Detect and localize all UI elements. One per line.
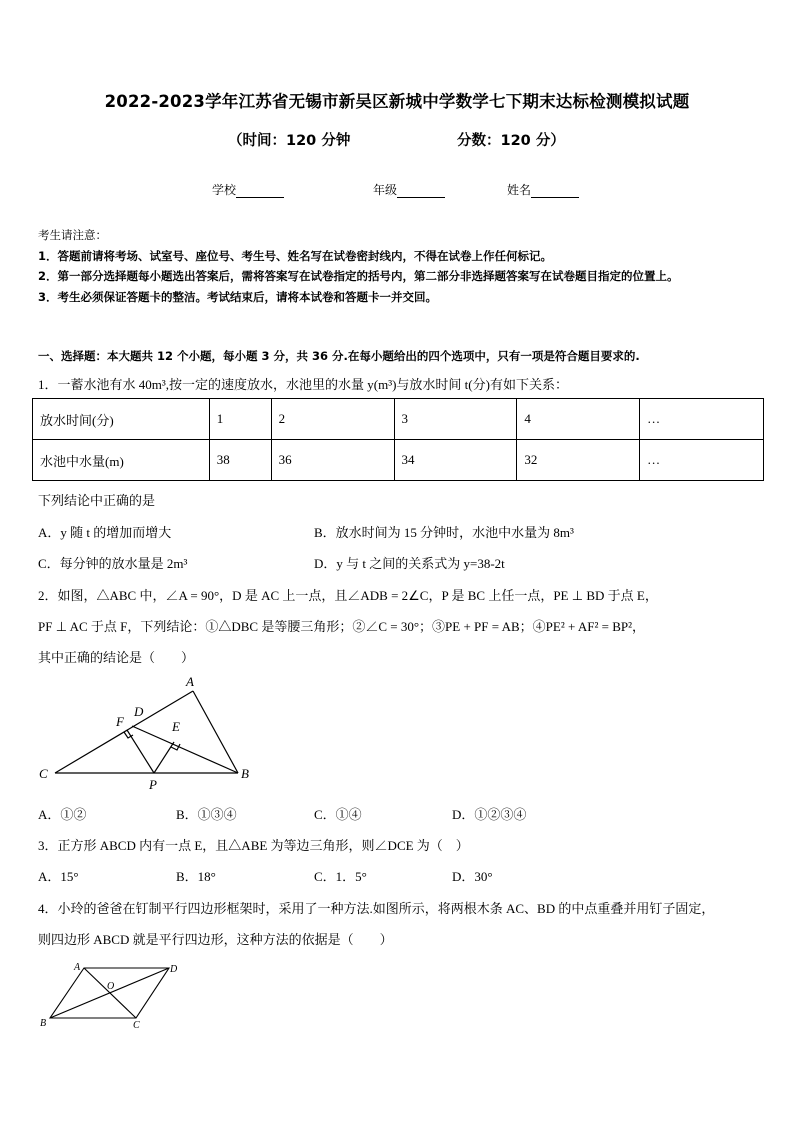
table-cell: 38 xyxy=(209,440,271,481)
school-field xyxy=(212,181,284,198)
grade-field xyxy=(373,181,445,198)
table-cell: 34 xyxy=(394,440,517,481)
q2-line3: 其中正确的结论是（ ） xyxy=(38,650,195,665)
q1-option-d: D．y 与 t 之间的关系式为 y=38-2t xyxy=(314,556,505,571)
label-b: B xyxy=(241,766,249,781)
q1-option-b: B．放水时间为 15 分钟时，水池中水量为 8m³ xyxy=(314,525,574,540)
table-cell: 水池中水量(m) xyxy=(33,440,210,481)
q3-option-d: D．30° xyxy=(452,869,493,884)
label-p: P xyxy=(149,777,157,792)
label-a: A xyxy=(186,674,194,689)
name-field xyxy=(507,181,579,198)
side-ab xyxy=(193,691,238,773)
grade-label: 年级 xyxy=(373,183,398,197)
segment-db xyxy=(132,726,238,773)
note-item: 2．第一部分选择题每小题选出答案后，需将答案写在试卷指定的括号内，第二部分非选择题答案写在试卷题目指定的位置上。 xyxy=(38,269,679,283)
table-cell: 放水时间(分) xyxy=(33,399,210,440)
section-heading: 一、选择题：本大题共 12 个小题，每小题 3 分，共 36 分.在每小题给出的四个选项中，只有一项是符合题目要求的. xyxy=(38,349,640,363)
label-b: B xyxy=(40,1018,47,1029)
note-item: 1．答题前请将考场、试室号、座位号、考生号、姓名写在试卷密封线内，不得在试卷上作任何标记。 xyxy=(38,248,552,263)
table-cell: 2 xyxy=(271,399,394,440)
q2-line1: 2．如图，△ABC 中，∠A = 90°，D 是 AC 上一点，且∠ADB = 2∠C，P 是 BC 上任一点，PE ⊥ BD 于点 E， xyxy=(38,588,658,603)
label-a: A xyxy=(74,962,81,973)
name-label: 姓名 xyxy=(507,183,532,197)
q2-option-a: A．①② xyxy=(38,807,87,822)
q2-triangle-figure xyxy=(30,670,270,795)
note-item: 3．考生必须保证答题卡的整洁。考试结束后，请将本试卷和答题卡一并交回。 xyxy=(38,289,437,304)
time-info: （时间：120 分钟 xyxy=(228,133,351,149)
segment-pe xyxy=(154,742,174,773)
name-blank xyxy=(531,185,579,198)
label-d: D xyxy=(134,704,144,719)
q3-option-a: A．15° xyxy=(38,869,79,884)
q1-option-a: A．y 随 t 的增加而增大 xyxy=(38,525,172,540)
q3-option-b: B．18° xyxy=(176,869,216,884)
table-row xyxy=(33,399,764,440)
q1-table xyxy=(32,398,764,481)
q4-line1: 4．小玲的爸爸在钉制平行四边形框架时，采用了一种方法.如图所示，将两根木条 AC、BD 的中点重叠并用钉子固定， xyxy=(38,901,715,916)
label-e: E xyxy=(172,719,180,734)
school-blank xyxy=(236,185,284,198)
q2-line2: PF ⊥ AC 于点 F，下列结论：①△DBC 是等腰三角形；②∠C = 30°；③PE + PF = AB；④PE² + AF² = BP²， xyxy=(38,619,646,634)
table-cell: … xyxy=(640,440,764,481)
q4-line2: 则四边形 ABCD 就是平行四边形，这种方法的依据是（ ） xyxy=(38,932,393,947)
table-cell: 3 xyxy=(394,399,517,440)
q1-option-c: C．每分钟的放水量是 2m³ xyxy=(38,556,188,571)
label-c: C xyxy=(39,766,48,781)
q2-option-b: B．①③④ xyxy=(176,807,237,822)
table-cell: 4 xyxy=(517,399,640,440)
q2-option-c: C．①④ xyxy=(314,807,362,822)
score-info: 分数：120 分） xyxy=(457,133,565,149)
exam-notes xyxy=(38,225,768,307)
table-row xyxy=(33,440,764,481)
table-cell: 36 xyxy=(271,440,394,481)
school-label: 学校 xyxy=(212,183,237,197)
table-cell: 1 xyxy=(209,399,271,440)
table-cell: 32 xyxy=(517,440,640,481)
q2-option-d: D．①②③④ xyxy=(452,807,527,822)
table-cell: … xyxy=(640,399,764,440)
diagonal-bd xyxy=(50,968,169,1018)
q1-prompt: 下列结论中正确的是 xyxy=(38,493,156,508)
q4-parallelogram-figure xyxy=(36,958,196,1032)
q3-stem: 3．正方形 ABCD 内有一点 E，且△ABE 为等边三角形，则∠DCE 为（ ） xyxy=(38,838,469,853)
label-f: F xyxy=(116,714,124,729)
label-d: D xyxy=(170,964,178,975)
label-o: O xyxy=(107,981,115,992)
notes-heading: 考生请注意： xyxy=(38,228,107,242)
q3-option-c: C．1．5° xyxy=(314,869,367,884)
label-c: C xyxy=(133,1020,140,1031)
grade-blank xyxy=(397,185,445,198)
page-title: 2022-2023学年江苏省无锡市新吴区新城中学数学七下期末达标检测模拟试题 xyxy=(104,92,690,111)
q1-stem: 1．一蓄水池有水 40m³,按一定的速度放水，水池里的水量 y(m³)与放水时间 t(分)有如下关系： xyxy=(38,377,568,392)
